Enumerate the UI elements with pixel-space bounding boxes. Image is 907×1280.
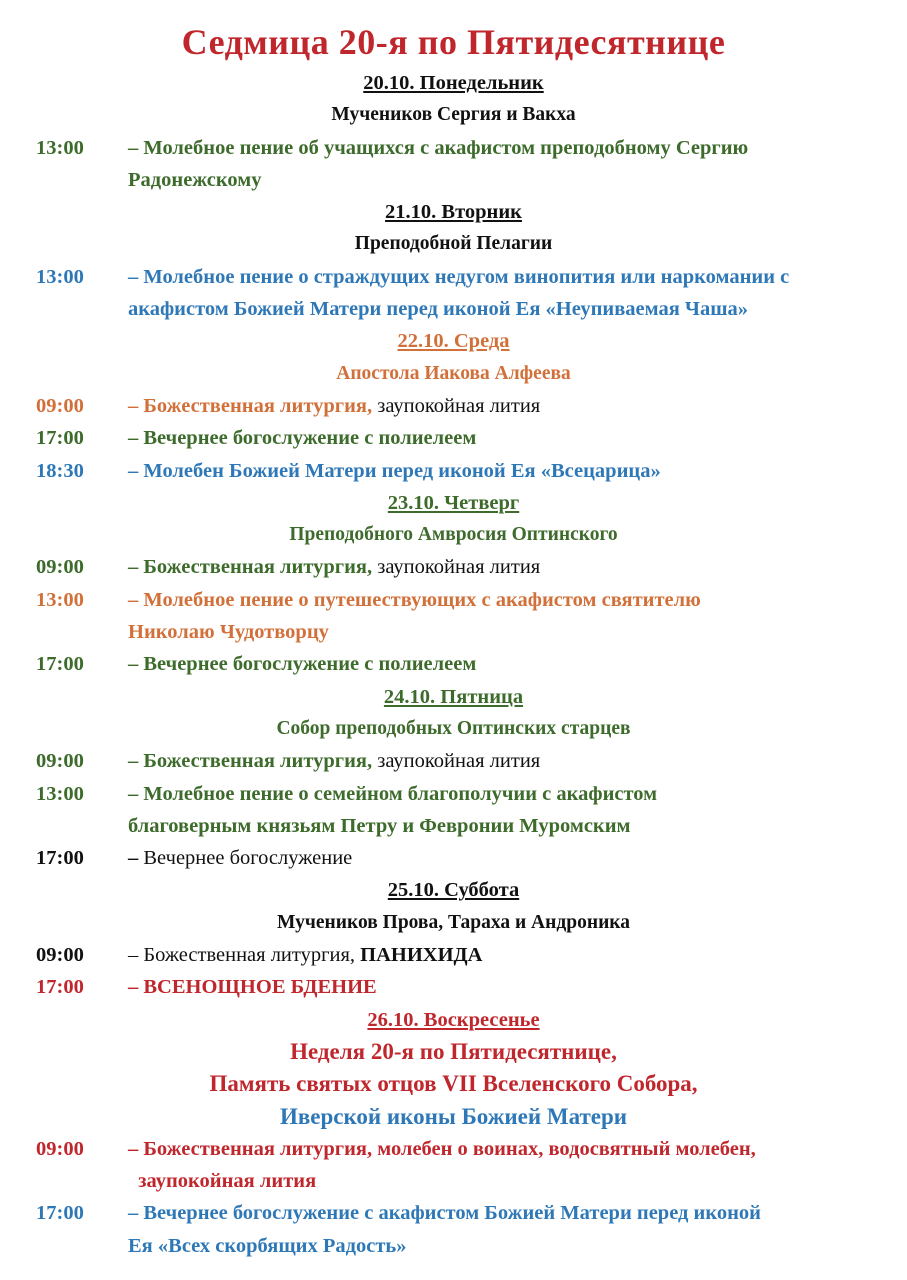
service-text xyxy=(128,842,352,874)
day-date: 21.10. Вторник xyxy=(385,201,522,224)
feast-name: Собор преподобных Оптинских старцев xyxy=(276,717,631,739)
service-text-part: заупокойная лития xyxy=(128,1170,317,1193)
service-line xyxy=(0,778,907,810)
service-text xyxy=(128,745,540,777)
service-text-part: благоверным князьям Петру и Февронии Муромским xyxy=(128,814,631,837)
service-text xyxy=(128,971,377,1003)
service-text-part: – Молебное пение об учащихся с акафистом преподобному Сергию xyxy=(128,136,749,159)
day-section xyxy=(0,1004,907,1262)
feast-name: Апостола Иакова Алфеева xyxy=(336,362,571,384)
service-time: 17:00 xyxy=(36,976,84,999)
service-text-part: – Молебен Божией Матери перед иконой Ея «Всецарица» xyxy=(128,459,661,482)
service-time: 18:30 xyxy=(36,459,84,482)
service-text xyxy=(128,293,748,325)
service-text-part: Вечернее богослужение xyxy=(143,847,353,870)
page-title: Седмица 20-я по Пятидесятнице xyxy=(181,22,726,62)
service-time: 13:00 xyxy=(36,136,84,159)
day-date: 22.10. Среда xyxy=(397,330,510,353)
service-text xyxy=(128,261,789,293)
service-text-part: – Вечернее богослужение с полиелеем xyxy=(128,427,477,450)
service-line xyxy=(0,1133,907,1165)
feast-name: Неделя 20-я по Пятидесятнице, xyxy=(290,1038,617,1064)
service-text xyxy=(128,648,476,680)
service-text-part: – Божественная литургия, молебен о воинах, водосвятный молебен, xyxy=(128,1137,756,1160)
service-item xyxy=(0,1197,907,1262)
service-text-part: акафистом Божией Матери перед иконой Ея «Неупиваемая Чаша» xyxy=(128,298,749,321)
service-text-part: – Божественная литургия, xyxy=(128,750,373,773)
service-time: 09:00 xyxy=(36,394,84,417)
service-line xyxy=(0,1197,907,1229)
service-text xyxy=(128,1165,316,1197)
service-text xyxy=(128,132,748,164)
service-line xyxy=(0,164,907,196)
service-item xyxy=(0,971,907,1003)
service-text-part: – Вечернее богослужение с акафистом Божией Матери перед иконой xyxy=(128,1202,761,1225)
service-item xyxy=(0,551,907,583)
service-text-part: Николаю Чудотворцу xyxy=(128,621,329,644)
service-text-part: – ВСЕНОЩНОЕ БДЕНИЕ xyxy=(128,976,377,999)
day-date: 25.10. Суббота xyxy=(387,879,520,902)
feast-name: Преподобного Амвросия Оптинского xyxy=(289,524,618,546)
service-line xyxy=(0,842,907,874)
service-item xyxy=(0,842,907,874)
day-section xyxy=(0,487,907,681)
feast-name: Память святых отцов VII Вселенского Собора, xyxy=(209,1071,698,1097)
service-line xyxy=(0,648,907,680)
service-line xyxy=(0,1165,907,1197)
service-item xyxy=(0,1133,907,1198)
feast-name: Мучеников Сергия и Вакха xyxy=(331,104,576,126)
service-time: 13:00 xyxy=(36,265,84,288)
day-section xyxy=(0,67,907,196)
service-text-part: заупокойная лития xyxy=(372,556,541,579)
service-text xyxy=(128,616,329,648)
service-line xyxy=(0,939,907,971)
service-item xyxy=(0,455,907,487)
service-text xyxy=(128,551,540,583)
service-text xyxy=(128,1133,756,1165)
service-text xyxy=(128,939,482,971)
service-time: 17:00 xyxy=(36,1202,84,1225)
service-item xyxy=(0,584,907,649)
service-line xyxy=(0,551,907,583)
service-line xyxy=(0,971,907,1003)
service-text-part: – Вечернее богослужение с полиелеем xyxy=(128,653,477,676)
service-item xyxy=(0,778,907,843)
service-text-part: – Божественная литургия, xyxy=(128,556,373,579)
feast-name: Мучеников Прова, Тараха и Андроника xyxy=(276,911,630,933)
service-text-part: ПАНИХИДА xyxy=(360,944,483,967)
service-text xyxy=(128,584,701,616)
service-text-part: Радонежскому xyxy=(128,168,262,191)
service-time: 17:00 xyxy=(36,427,84,450)
service-item xyxy=(0,132,907,197)
service-line xyxy=(0,422,907,454)
service-text-part: заупокойная лития xyxy=(372,394,541,417)
service-text xyxy=(128,1230,407,1262)
feast-name: Иверской иконы Божией Матери xyxy=(279,1103,628,1129)
service-text xyxy=(128,778,657,810)
service-text xyxy=(128,1197,761,1229)
service-text xyxy=(128,810,631,842)
service-line xyxy=(0,293,907,325)
service-text-part: – Молебное пение о путешествующих с акафистом святителю xyxy=(128,588,701,611)
service-time: 17:00 xyxy=(36,847,84,870)
service-text-part: – Божественная литургия, xyxy=(128,394,373,417)
day-date: 26.10. Воскресенье xyxy=(367,1008,540,1031)
service-text-part: – xyxy=(128,847,144,870)
service-text xyxy=(128,455,661,487)
service-text-part: – Божественная литургия, xyxy=(128,944,361,967)
service-line xyxy=(0,1230,907,1262)
day-section xyxy=(0,325,907,486)
service-time: 17:00 xyxy=(36,653,84,676)
service-line xyxy=(0,810,907,842)
feast-name: Преподобной Пелагии xyxy=(354,233,553,255)
day-date: 20.10. Понедельник xyxy=(363,72,544,94)
service-text xyxy=(128,164,262,196)
day-date: 24.10. Пятница xyxy=(383,685,524,708)
schedule xyxy=(0,67,907,1262)
service-time: 09:00 xyxy=(36,556,84,579)
service-line xyxy=(0,616,907,648)
day-section xyxy=(0,196,907,325)
service-line xyxy=(0,261,907,293)
service-line xyxy=(0,390,907,422)
service-item xyxy=(0,745,907,777)
day-date: 23.10. Четверг xyxy=(387,491,520,514)
day-section xyxy=(0,681,907,875)
service-text xyxy=(128,422,476,454)
service-line xyxy=(0,584,907,616)
service-time: 09:00 xyxy=(36,944,84,967)
service-item xyxy=(0,939,907,971)
service-time: 13:00 xyxy=(36,588,84,611)
service-text xyxy=(128,390,540,422)
day-section xyxy=(0,874,907,1003)
service-item xyxy=(0,422,907,454)
service-text-part: заупокойная лития xyxy=(372,750,541,773)
service-item xyxy=(0,390,907,422)
service-line xyxy=(0,745,907,777)
service-text-part: – Молебное пение о семейном благополучии с акафистом xyxy=(128,782,658,805)
service-item xyxy=(0,648,907,680)
service-text-part: Ея «Всех скорбящих Радость» xyxy=(128,1234,407,1257)
service-text-part: – Молебное пение о страждущих недугом винопития или наркомании с xyxy=(128,265,790,288)
service-time: 13:00 xyxy=(36,782,84,805)
service-time: 09:00 xyxy=(36,1137,84,1160)
service-item xyxy=(0,261,907,326)
service-line xyxy=(0,132,907,164)
service-line xyxy=(0,455,907,487)
service-time: 09:00 xyxy=(36,750,84,773)
